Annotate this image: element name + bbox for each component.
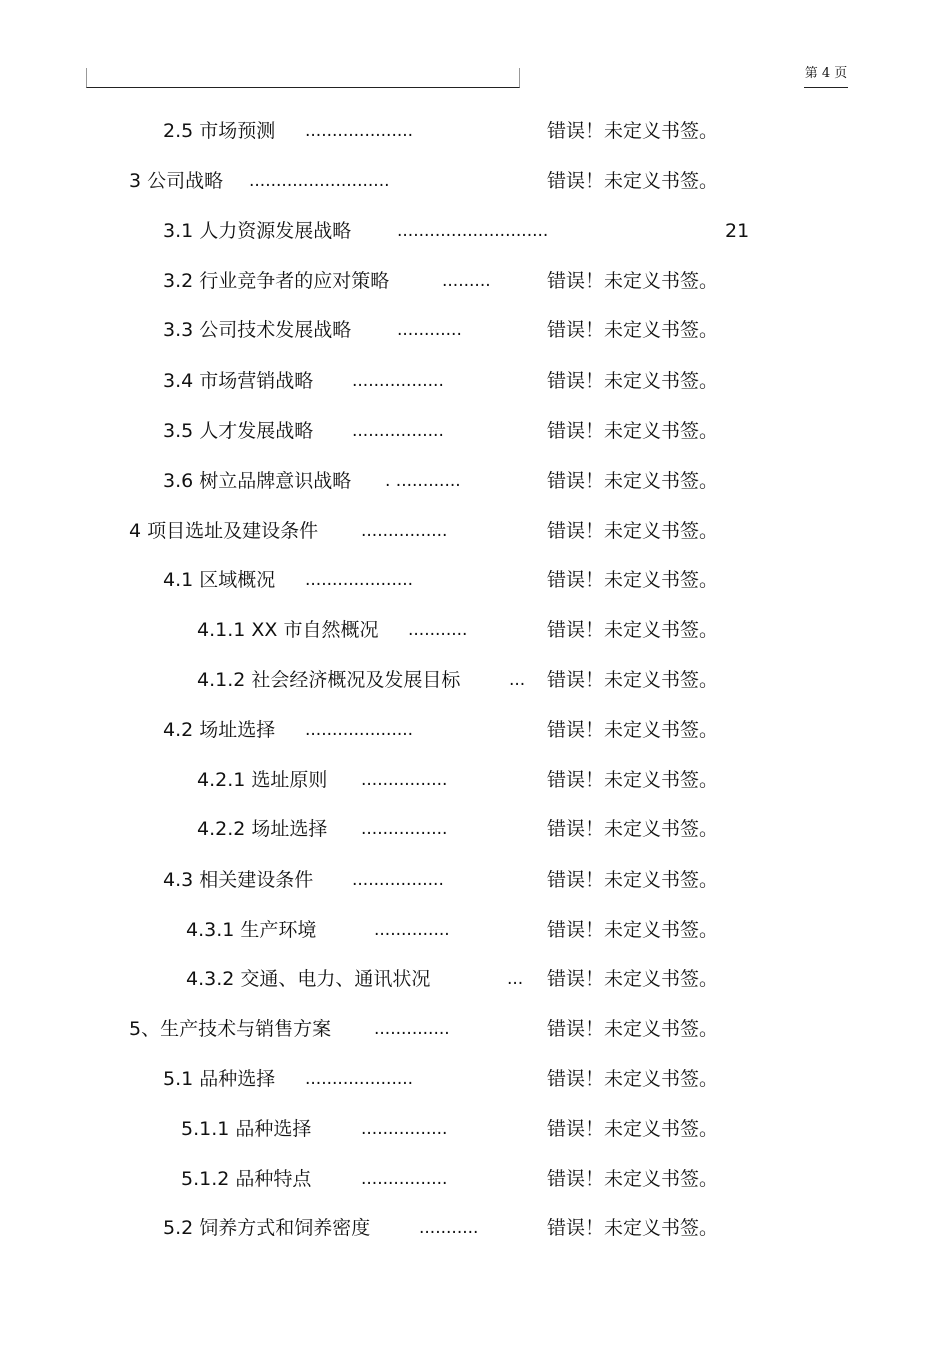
toc-entry-4-2-1[interactable] [0, 765, 950, 795]
toc-entry-page: 错误！未定义书签。 [547, 669, 719, 691]
toc-entry-leader: ................. [352, 870, 444, 890]
toc-entry-page: 21 [725, 220, 750, 242]
toc-entry-page: 错误！未定义书签。 [547, 919, 719, 941]
toc-entry-leader: ... [507, 969, 524, 989]
toc-entry-title: 4.2 场址选择 [163, 719, 276, 741]
toc-entry-title: 4.3.2 交通、电力、通讯状况 [186, 968, 431, 990]
toc-entry-leader: ............................ [397, 221, 549, 241]
toc-entry-4-3-1[interactable] [0, 915, 950, 945]
toc-entry-page: 错误！未定义书签。 [547, 569, 719, 591]
toc-entry-page: 错误！未定义书签。 [547, 520, 719, 542]
toc-entry-4-2-2[interactable] [0, 814, 950, 844]
toc-entry-leader: ................ [361, 1119, 448, 1139]
toc-entry-page: 错误！未定义书签。 [547, 370, 719, 392]
toc-entry-page: 错误！未定义书签。 [547, 270, 719, 292]
toc-entry-4-1-1[interactable] [0, 615, 950, 645]
toc-entry-leader: ........... [419, 1218, 479, 1238]
toc-entry-title: 5.2 饲养方式和饲养密度 [163, 1217, 371, 1239]
toc-entry-leader: .................... [305, 570, 414, 590]
toc-entry-leader: .................... [305, 121, 414, 141]
toc-entry-4-2[interactable] [0, 715, 950, 745]
toc-entry-title: 4.2.2 场址选择 [197, 818, 328, 840]
toc-entry-leader: ................ [361, 1169, 448, 1189]
toc-entry-page: 错误！未定义书签。 [547, 1217, 719, 1239]
toc-entry-title: 5、生产技术与销售方案 [129, 1018, 332, 1040]
toc-entry-page: 错误！未定义书签。 [547, 170, 719, 192]
toc-entry-page: 错误！未定义书签。 [547, 1018, 719, 1040]
toc-entry-leader: . ............ [385, 471, 461, 491]
toc-entry-title: 4.1.1 XX 市自然概况 [197, 619, 379, 641]
toc-entry-page: 错误！未定义书签。 [547, 1168, 719, 1190]
toc-entry-3-1[interactable] [0, 216, 950, 246]
toc-entry-leader: ................ [361, 770, 448, 790]
toc-entry-title: 3.3 公司技术发展战略 [163, 319, 352, 341]
toc-entry-title: 4.1.2 社会经济概况及发展目标 [197, 669, 461, 691]
toc-entry-page: 错误！未定义书签。 [547, 968, 719, 990]
toc-entry-page: 错误！未定义书签。 [547, 470, 719, 492]
toc-entry-4-1[interactable] [0, 565, 950, 595]
toc-entry-5-1[interactable] [0, 1064, 950, 1094]
toc-entry-page: 错误！未定义书签。 [547, 1068, 719, 1090]
toc-entry-title: 3.5 人才发展战略 [163, 420, 314, 442]
toc-entry-4[interactable] [0, 516, 950, 546]
toc-entry-leader: ......... [442, 271, 491, 291]
toc-entry-leader: ............ [397, 320, 462, 340]
toc-entry-title: 4.3 相关建设条件 [163, 869, 314, 891]
toc-entry-leader: ................ [361, 819, 448, 839]
toc-entry-page: 错误！未定义书签。 [547, 619, 719, 641]
toc-entry-page: 错误！未定义书签。 [547, 120, 719, 142]
toc-entry-leader: ... [509, 670, 526, 690]
toc-entry-title: 2.5 市场预测 [163, 120, 276, 142]
toc-entry-page: 错误！未定义书签。 [547, 420, 719, 442]
toc-entry-leader: ................. [352, 421, 444, 441]
toc-entry-3-2[interactable] [0, 266, 950, 296]
toc-entry-3-5[interactable] [0, 416, 950, 446]
toc-entry-title: 3.6 树立品牌意识战略 [163, 470, 352, 492]
toc-entry-title: 4.3.1 生产环境 [186, 919, 317, 941]
toc-entry-title: 5.1.1 品种选择 [181, 1118, 312, 1140]
toc-entry-leader: ................ [361, 521, 448, 541]
toc-entry-4-3-2[interactable] [0, 964, 950, 994]
toc-entry-leader: ................. [352, 371, 444, 391]
toc-entry-3[interactable] [0, 166, 950, 196]
toc-entry-5-1-2[interactable] [0, 1164, 950, 1194]
toc-entry-4-1-2[interactable] [0, 665, 950, 695]
toc-entry-leader: .......................... [249, 171, 390, 191]
toc-entry-title: 3.1 人力资源发展战略 [163, 220, 352, 242]
toc-entry-3-6[interactable] [0, 466, 950, 496]
toc-entry-title: 4 项目选址及建设条件 [129, 520, 319, 542]
toc-entry-3-3[interactable] [0, 315, 950, 345]
toc-entry-5[interactable] [0, 1014, 950, 1044]
toc-entry-page: 错误！未定义书签。 [547, 719, 719, 741]
toc-entry-title: 4.2.1 选址原则 [197, 769, 328, 791]
toc-entry-5-1-1[interactable] [0, 1114, 950, 1144]
toc-entry-title: 5.1 品种选择 [163, 1068, 276, 1090]
page-number: 第 4 页 [804, 64, 848, 88]
toc-entry-leader: ........... [408, 620, 468, 640]
toc-entry-3-4[interactable] [0, 366, 950, 396]
toc-entry-leader: .............. [374, 1019, 450, 1039]
toc-entry-page: 错误！未定义书签。 [547, 1118, 719, 1140]
toc-entry-2-5[interactable] [0, 116, 950, 146]
toc-entry-title: 3 公司战略 [129, 170, 224, 192]
toc-entry-page: 错误！未定义书签。 [547, 319, 719, 341]
toc-entry-leader: .................... [305, 1069, 414, 1089]
toc-entry-page: 错误！未定义书签。 [547, 818, 719, 840]
toc-entry-leader: .................... [305, 720, 414, 740]
toc-entry-title: 3.4 市场营销战略 [163, 370, 314, 392]
toc-entry-title: 5.1.2 品种特点 [181, 1168, 312, 1190]
toc-entry-page: 错误！未定义书签。 [547, 769, 719, 791]
toc-entry-5-2[interactable] [0, 1213, 950, 1243]
toc-entry-title: 4.1 区域概况 [163, 569, 276, 591]
toc-entry-page: 错误！未定义书签。 [547, 869, 719, 891]
toc-entry-leader: .............. [374, 920, 450, 940]
toc-entry-4-3[interactable] [0, 865, 950, 895]
toc-entry-title: 3.2 行业竞争者的应对策略 [163, 270, 390, 292]
